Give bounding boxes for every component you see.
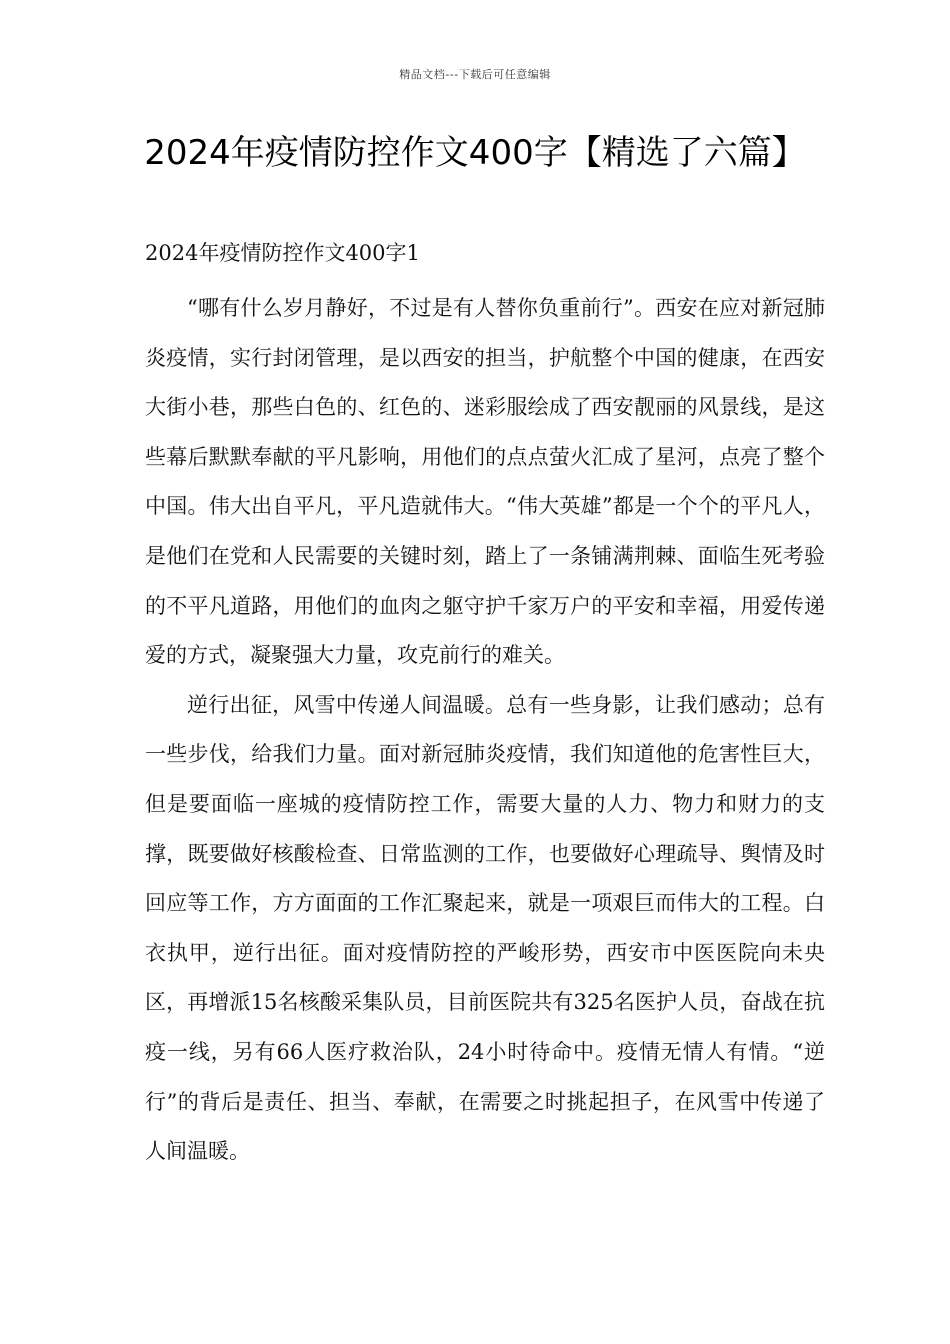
header-note: 精品文档---下载后可任意编辑 [399,68,551,81]
paragraph-2: 逆行出征，风雪中传递人间温暖。总有一些身影，让我们感动；总有一些步伐，给我们力量。面对新冠肺炎疫情，我们知道他的危害性巨大，但是要面临一座城的疫情防控工作，需要大量的人力、物力和财力的支撑，既要做好核酸检查、日常监测的工作，也要做好心理疏导、舆情及时回应等工作，方方面面的工作汇聚起来，就是一项艰巨而伟大的工程。白衣执甲，逆行出征。面对疫情防控的严峻形势，西安市中医医院向未央区，再增派15名核酸采集队员，目前医院共有325名医护人员，奋战在抗疫一线，另有66人医疗救治队，24小时待命中。疫情无情人有情。“逆行”的背后是责任、担当、奉献，在需要之时挑起担子，在风雪中传递了人间温暖。 [145,692,825,1164]
document-body [145,234,825,1177]
section-heading: 2024年疫情防控作文400字1 [145,241,420,265]
paragraph-1: “哪有什么岁月静好，不过是有人替你负重前行”。西安在应对新冠肺炎疫情，实行封闭管理，是以西安的担当，护航整个中国的健康，在西安大街小巷，那些白色的、红色的、迷彩服绘成了西安靓丽的风景线，是这些幕后默默奉献的平凡影响，用他们的点点萤火汇成了星河，点亮了整个中国。伟大出自平凡，平凡造就伟大。“伟大英雄”都是一个个的平凡人，是他们在党和人民需要的关键时刻，踏上了一条铺满荆棘、面临生死考验的不平凡道路，用他们的血肉之躯守护千家万户的平安和幸福，用爱传递爱的方式，凝聚强大力量，攻克前行的难关。 [145,296,825,668]
document-title: 2024年疫情防控作文400字【精选了六篇】 [144,133,806,173]
